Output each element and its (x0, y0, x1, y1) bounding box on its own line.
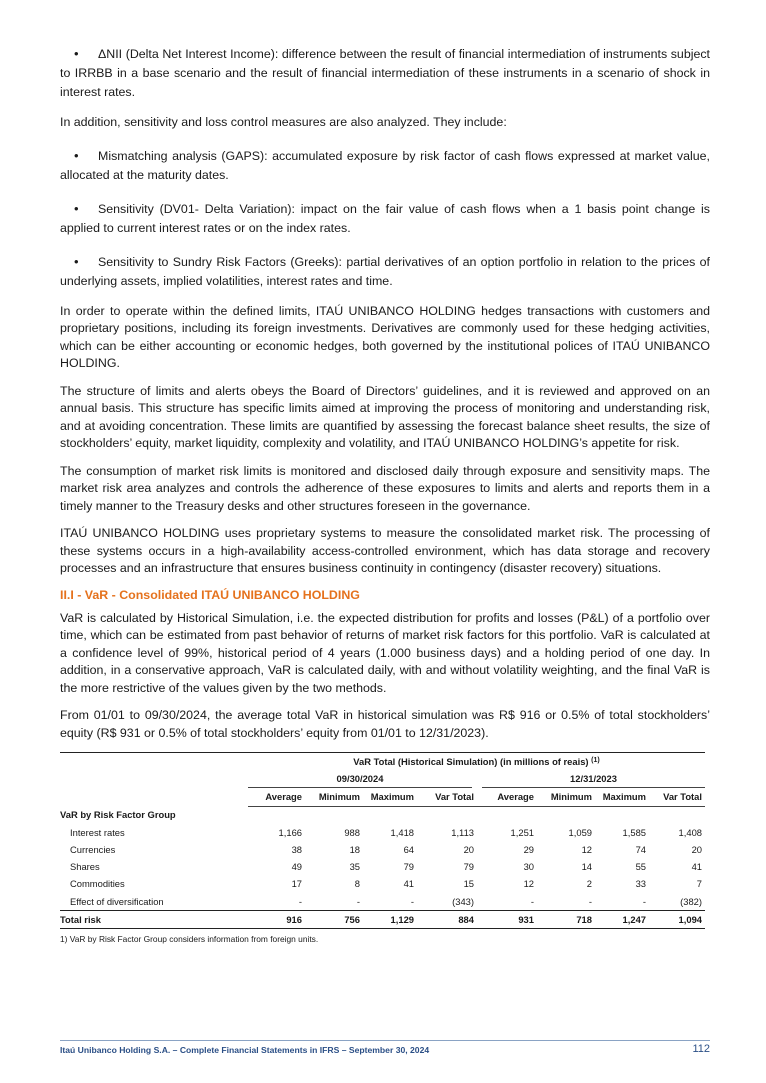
paragraph-consumption: The consumption of market risk limits is monitored and disclosed daily through exposure and sensitivity maps. The market risk area analyzes and controls the adherence of these exposures to limits and alerts and reports them in a timely manner to the Treasury desks and other structures foreseen in the governance. (60, 463, 710, 513)
cell: 15 (463, 878, 474, 890)
cell: 49 (291, 861, 302, 873)
cell: 7 (696, 878, 702, 890)
cell: 14 (581, 861, 592, 873)
section-title: II.I - VaR - Consolidated ITAÚ UNIBANCO HOLDING (60, 587, 360, 602)
table-row (60, 824, 705, 841)
cell: 1,408 (678, 826, 702, 838)
bullet-item (60, 252, 710, 291)
page-footer (60, 1040, 710, 1055)
cell: 12 (523, 878, 534, 890)
row-label: Effect of diversification (70, 895, 164, 907)
cell: 12 (581, 844, 592, 856)
cell: 64 (403, 844, 414, 856)
cell: 8 (354, 878, 360, 890)
cell: - (356, 895, 360, 907)
cell: 20 (463, 844, 474, 856)
cell: 718 (537, 910, 595, 928)
cell: 1,585 (622, 826, 646, 838)
column-header: Average (477, 788, 537, 806)
cell: 41 (403, 878, 414, 890)
table-row (60, 858, 705, 875)
bullet-icon: • (74, 253, 79, 269)
cell: 35 (349, 861, 360, 873)
column-header: Minimum (305, 788, 363, 806)
table-title-text: VaR Total (Historical Simulation) (in millions of reais) (353, 756, 589, 768)
page-number: 112 (692, 1043, 710, 1055)
table-title (248, 753, 705, 771)
cell: 1,094 (649, 910, 705, 928)
cell: 916 (248, 910, 305, 928)
column-header: Var Total (417, 788, 477, 806)
bullet-text: Sensitivity (DV01- Delta Variation): impact on the fair value of cash flows when a 1 basis point change is applied to current interest rates or on the index rates. (60, 201, 710, 235)
cell: 1,059 (568, 826, 592, 838)
cell: - (530, 895, 534, 907)
column-header: Average (248, 788, 305, 806)
bullet-item (60, 146, 710, 185)
paragraph-var-method: VaR is calculated by Historical Simulation, i.e. the expected distribution for profits and losses (P&L) of a portfolio over time, which can be estimated from past behavior of returns of market risk factors for this portfolio. VaR is calculated at a confidence level of 99%, historical period of 4 years (1.000 business days) and a holding period of one day. In addition, in a conservative approach, VaR is calculated daily, with and without volatility weighting, and the final VaR is the more restrictive of the values given by the two methods. (60, 610, 710, 695)
group-label-row (60, 806, 705, 824)
cell: 756 (305, 910, 363, 928)
period-header-2024: 09/30/2024 (248, 770, 477, 788)
column-header: Maximum (595, 788, 649, 806)
bullet-icon: • (74, 200, 79, 216)
cell: 1,113 (451, 826, 474, 838)
total-label: Total risk (60, 910, 248, 928)
period-header-row (60, 770, 705, 788)
footer-text: Itaú Unibanco Holding S.A. – Complete Financial Statements in IFRS – September 30, 2024 (60, 1045, 430, 1055)
bullet-icon: • (74, 46, 79, 61)
cell: 55 (635, 861, 646, 873)
bullet-text: ΔNII (Delta Net Interest Income): difference between the result of financial intermediation of instruments subject to IRRBB in a base scenario and the result of financial intermediation of these instruments in a scenario of shock in interest rates. (60, 47, 710, 99)
cell: 38 (291, 844, 302, 856)
cell: 41 (691, 861, 702, 873)
cell: 79 (403, 861, 414, 873)
paragraph-limits: The structure of limits and alerts obeys the Board of Directors’ guidelines, and it is reviewed and approved on an annual basis. This structure has specific limits aimed at improving the process of monitoring and understanding risk, and at avoiding concentration. These limits are quantified by assessing the forecast balance sheet results, the size of stockholders’ equity, market liquidity, complexity and volatility, and ITAÚ UNIBANCO HOLDING’s appetite for risk. (60, 383, 710, 450)
var-table-wrapper (60, 752, 710, 944)
cell: 33 (635, 878, 646, 890)
column-header-row (60, 788, 705, 806)
cell: 18 (349, 844, 360, 856)
cell: 1,129 (363, 910, 417, 928)
cell: 1,247 (595, 910, 649, 928)
total-row (60, 910, 705, 928)
column-header: Minimum (537, 788, 595, 806)
table-row (60, 875, 705, 892)
table-footnote: 1) VaR by Risk Factor Group considers information from foreign units. (60, 933, 319, 944)
cell: - (298, 895, 302, 907)
bullet-text: Sensitivity to Sundry Risk Factors (Greeks): partial derivatives of an option portfolio in relation to the prices of underlying assets, implied volatilities, interest rates and time. (60, 254, 710, 288)
paragraph-systems: ITAÚ UNIBANCO HOLDING uses proprietary systems to measure the consolidated market risk. The processing of these systems occurs in a high-availability access-controlled environment, which has data storage and recovery processes and an infrastructure that ensures business continuity in contingency (disaster recovery) situations. (60, 526, 710, 575)
table-title-row (60, 753, 705, 771)
column-header: Maximum (363, 788, 417, 806)
bullet-item (60, 199, 710, 238)
column-header: Var Total (649, 788, 705, 806)
row-label: Currencies (70, 844, 116, 856)
table-row (60, 893, 705, 911)
document-body (60, 44, 710, 944)
cell: 74 (635, 844, 646, 856)
period-header-2023: 12/31/2023 (477, 770, 705, 788)
intro-sensitivity: In addition, sensitivity and loss control measures are also analyzed. They include: (60, 115, 507, 129)
cell: 1,166 (278, 826, 302, 838)
paragraph-hedging: In order to operate within the defined limits, ITAÚ UNIBANCO HOLDING hedges transactions with customers and proprietary positions, including its foreign investments. Derivatives are commonly used for these hedging activities, which can be either accounting or economic hedges, both governed by the institutional polices of ITAÚ UNIBANCO HOLDING. (60, 303, 710, 370)
cell: (343) (452, 895, 474, 907)
paragraph-var-average: From 01/01 to 09/30/2024, the average total VaR in historical simulation was R$ 916 or 0.5% of total stockholders’ equity (R$ 931 or 0.5% of total stockholders’ equity from 01/01 to 12/31/2023). (60, 708, 710, 740)
cell: (382) (680, 895, 702, 907)
row-label: Shares (70, 861, 100, 873)
cell: - (588, 895, 592, 907)
cell: 884 (417, 910, 477, 928)
var-table (60, 752, 705, 929)
cell: 1,418 (390, 826, 414, 838)
bullet-icon: • (74, 147, 79, 163)
row-label: Commodities (70, 878, 125, 890)
bullet-item (60, 44, 710, 102)
row-label: Interest rates (70, 826, 125, 838)
cell: 2 (586, 878, 592, 890)
cell: 29 (523, 844, 534, 856)
cell: - (642, 895, 646, 907)
table-title-footnote-ref: (1) (591, 757, 600, 765)
cell: 17 (291, 878, 302, 890)
cell: 988 (344, 826, 360, 838)
bullet-text: Mismatching analysis (GAPS): accumulated exposure by risk factor of cash flows expressed at market value, allocated at the maturity dates. (60, 148, 710, 182)
table-row (60, 841, 705, 858)
cell: 1,251 (510, 826, 534, 838)
cell: - (410, 895, 414, 907)
cell: 30 (523, 861, 534, 873)
cell: 931 (477, 910, 537, 928)
cell: 79 (463, 861, 474, 873)
group-label: VaR by Risk Factor Group (60, 809, 176, 821)
cell: 20 (691, 844, 702, 856)
